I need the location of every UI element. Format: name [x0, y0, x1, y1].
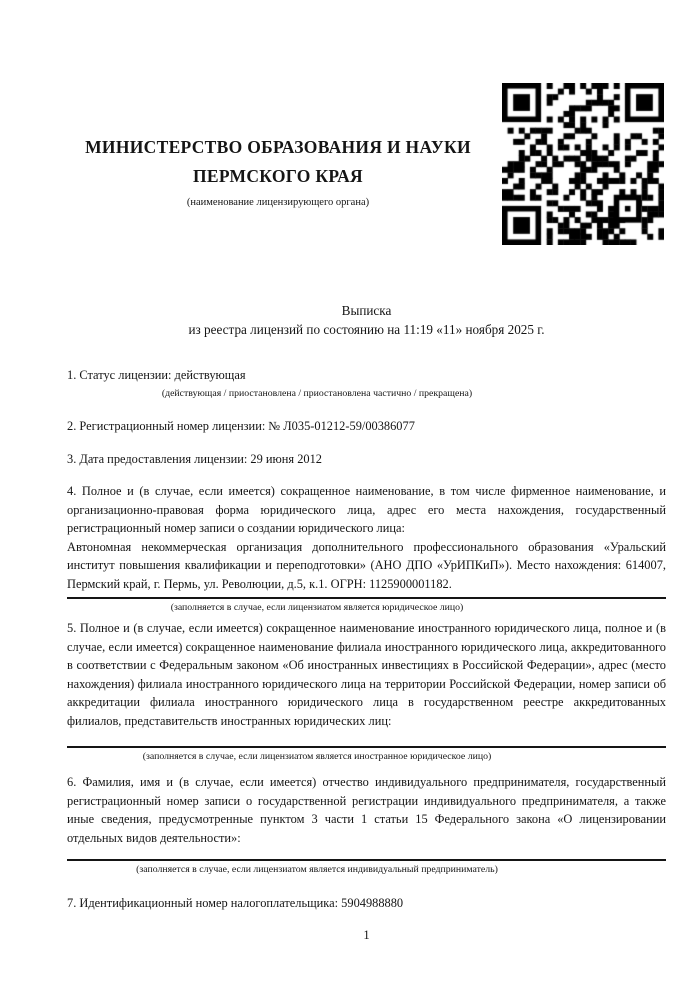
license-status-text: 1. Статус лицензии: действующая [67, 368, 246, 382]
foreign-entity-info-text: 5. Полное и (в случае, если имеется) сокращенное наименование иностранного юридического лица, полное и (в случае, если имеется) сокращенное наименование филиала иностранного юридического лица, аккредитованного в соответствии с Федеральным законом «Об иностранных инвестициях в Российской Федерации», адрес (место нахождения) филиала иностранного юридического лица на территории Российской Федерации, номер записи об аккредитации филиала иностранного юридического лица в государственном реестре аккредитованных филиалов, представительств иностранных юридических лиц: [67, 621, 666, 728]
qr-code-icon [502, 83, 664, 245]
item-license-status [67, 366, 666, 400]
document-title-line1: Выписка [341, 303, 392, 318]
entrepreneur-info-text: 6. Фамилия, имя и (в случае, если имеется) отчество индивидуального предпринимателя, государственный регистрационный номер записи о государственной регистрации индивидуального предпринимателя, а также иные сведения, предусмотренные пунктом 3 части 1 статьи 15 Федерального закона «О лицензировании отдельных видов деятельности»: [67, 775, 666, 845]
document-title [67, 301, 666, 339]
item-legal-entity-info [67, 482, 666, 614]
item-foreign-entity-info [67, 619, 666, 763]
item-registration-number [67, 417, 666, 436]
taxpayer-number-text: 7. Идентификационный номер налогоплательщика: 5904988880 [67, 896, 404, 910]
foreign-entity-caption: (заполняется в случае, если лицензиатом является иностранное юридическое лицо) [142, 750, 492, 762]
page-number: 1 [363, 928, 370, 942]
legal-entity-info-text: 4. Полное и (в случае, если имеется) сокращенное наименование, в том числе фирменное наименование, и организационно-правовая форма юридического лица, адрес его места нахождения, государственный регистрационный номер записи о создании юридического лица: [67, 484, 666, 536]
license-grant-date-text: 3. Дата предоставления лицензии: 29 июня 2012 [67, 452, 323, 466]
item-license-grant-date [67, 450, 666, 469]
registration-number-text: 2. Регистрационный номер лицензии: № Л035-01212-59/00386077 [67, 419, 415, 433]
ministry-name-line1: МИНИСТЕРСТВО ОБРАЗОВАНИЯ И НАУКИ [85, 137, 471, 157]
ministry-name-line2: ПЕРМСКОГО КРАЯ [193, 166, 363, 186]
item-taxpayer-number [67, 894, 666, 913]
legal-entity-info-value: Автономная некоммерческая организация дополнительного профессионального образования «Уральский институт повышения квалификации и переподготовки» (АНО ДПО «УрИПКиП»). Место нахождения: 614007, Пермский край, г. Пермь, ул. Революции, д.5, к.1. ОГРН: 1125900001182. [67, 539, 666, 591]
document-title-line2: из реестра лицензий по состоянию на 11:19 «11» ноября 2025 г. [188, 322, 545, 337]
legal-entity-caption: (заполняется в случае, если лицензиатом является юридическое лицо) [170, 601, 464, 613]
foreign-entity-fill-line [67, 746, 666, 748]
legal-entity-fill-line [67, 597, 666, 599]
item-entrepreneur-info [67, 773, 666, 876]
licensing-authority-header [40, 133, 516, 208]
entrepreneur-fill-line [67, 859, 666, 861]
entrepreneur-caption: (заполняется в случае, если лицензиатом является индивидуальный предприниматель) [136, 864, 498, 876]
license-status-caption: (действующая / приостановлена / приостановлена частично / прекращена) [161, 387, 473, 399]
ministry-caption: (наименование лицензирующего органа) [186, 197, 370, 208]
